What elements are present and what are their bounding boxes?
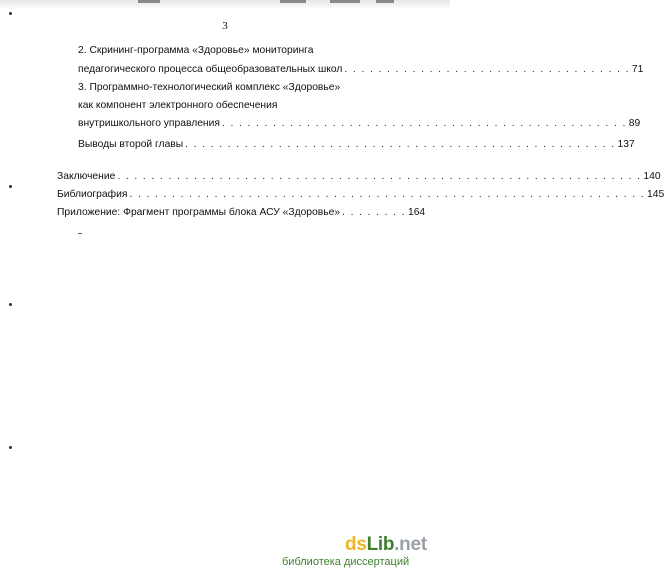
toc-entry-title: внутришкольного управления xyxy=(78,118,220,129)
toc-page-number: 164 xyxy=(407,207,426,218)
page-number: 3 xyxy=(222,20,228,32)
toc-page-number: 71 xyxy=(631,64,644,75)
toc-page-number: 137 xyxy=(617,139,635,150)
scan-artifact xyxy=(78,233,82,234)
scan-artifact xyxy=(138,0,160,3)
binding-hole-mark xyxy=(9,12,12,15)
binding-hole-mark xyxy=(9,446,12,449)
toc-entry xyxy=(57,170,661,183)
scan-artifact xyxy=(330,0,360,3)
toc-entry xyxy=(78,117,641,130)
toc-page-number: 140 xyxy=(643,171,661,182)
scan-artifact xyxy=(376,0,394,3)
toc-item-text: 2. Скрининг-программа «Здоровье» мониторинга xyxy=(78,45,314,56)
leader-dots: . . . . . . . . . . . . . . . . . . . . . . . . . . . . . . . . . . . . . . . . . . . . . . . . . . . . . . . . . . . . . . xyxy=(117,171,642,182)
toc-page-number: 145 xyxy=(647,189,664,200)
toc-entry-title: педагогического процесса общеобразовательных школ xyxy=(78,64,343,75)
toc-item-text: как компонент электронного обеспечения xyxy=(78,100,278,111)
watermark-subtitle: библиотека диссертаций xyxy=(282,556,410,568)
leader-dots: . . . . . . . . . . . . . . . . . . . . . . . . . . . . . . . . . . . . . . . . . . . . . . . . . . . xyxy=(185,139,616,150)
toc-entry xyxy=(78,63,644,76)
toc-entry xyxy=(78,138,635,151)
toc-entry xyxy=(57,188,664,201)
toc-entry-title: Заключение xyxy=(57,171,116,182)
leader-dots: . . . . . . . . . . . . . . . . . . . . . . . . . . . . . . . . . . xyxy=(344,64,630,75)
leader-dots: . . . . . . . . . . . . . . . . . . . . . . . . . . . . . . . . . . . . . . . . . . . . . . . . . . . . . . . . . . . . . xyxy=(129,189,646,200)
leader-dots: . . . . . . . . xyxy=(342,207,406,218)
binding-hole-mark xyxy=(9,185,12,188)
leader-dots: . . . . . . . . . . . . . . . . . . . . . . . . . . . . . . . . . . . . . . . . . . . . . . . . xyxy=(221,118,627,129)
scan-artifact xyxy=(280,0,306,3)
toc-page-number: 89 xyxy=(628,118,641,129)
toc-entry-title: Выводы второй главы xyxy=(78,139,184,150)
binding-hole-mark xyxy=(9,303,12,306)
toc-entry-title: Библиография xyxy=(57,189,128,200)
toc-entry-title: Приложение: Фрагмент программы блока АСУ «Здоровье» xyxy=(57,207,341,218)
toc-entry xyxy=(57,206,426,219)
dslib-logo: dsLib.net xyxy=(345,534,427,555)
toc-item-text: 3. Программно-технологический комплекс «Здоровье» xyxy=(78,82,341,93)
